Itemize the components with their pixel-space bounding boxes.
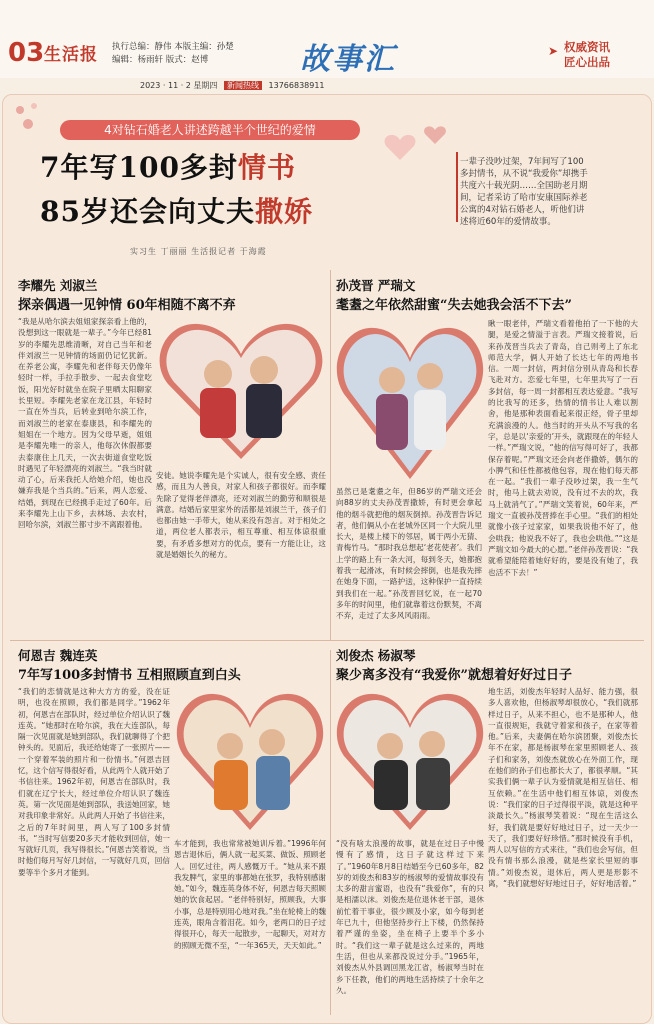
section-title-text: 故事汇 — [300, 42, 396, 77]
story3-names: 何恩吉 魏连英 — [18, 648, 98, 663]
story4-subtitle: 聚少离多没有“我爱你”就想着好好过日子 — [336, 668, 572, 683]
story4-body-col1: “没有啥太浪漫的故事，就是在过日子中慢慢有了感情，这日子就这样过下来了。”1960年8月8日结婚至今已60多年，82岁的刘俊杰和83岁的杨淑琴的爱情故事没有太多的甜言蜜语，也没有“我爱你”，有的只是相濡以沫。刘俊杰是位退休老干部，退休前忙着干事业，很少顾及小家，如今每到老年已九十，但他坚持步行上下楼，仍然保持着严谨的坐姿，坐在椅子上要半个多小时。“我们这一辈子就是这么过来的，两地生活，但也从来都没说过分手。”1965年，刘俊杰从外县调回黑龙江省，杨淑琴当时在乡下任教，他们的两地生活持续了十余年之久。 — [336, 839, 484, 995]
headline-2b: 撒娇 — [254, 195, 313, 228]
slogan — [564, 40, 610, 70]
slogan-line-1: 权威资讯 — [564, 40, 610, 54]
story2-subtitle: 耄耋之年依然甜蜜“失去她我会活不下去” — [336, 298, 572, 313]
story1-photo-heart — [156, 314, 326, 464]
paper-name-logo: 生活报 — [44, 45, 98, 65]
date-bar — [140, 80, 325, 92]
hotline-label: 新闻热线 — [224, 81, 262, 90]
headline-1a: 7年写100多封 — [40, 151, 238, 184]
credits-line-1: 执行总编：静伟 本版主编：孙楚 — [112, 42, 234, 52]
lead-paragraph: 一辈子没吵过架，7年间写了100多封情书，从不说“我爱你”却携手共度六十载光阴……全国助老月期间，记者采访了哈市安康国际养老公寓的4对钻石婚老人，听他们讲述将近60年的爱情故事。 — [460, 157, 588, 227]
credits-line-2: 编辑：杨雨轩 版式：赵博 — [112, 55, 209, 65]
story2-body-col2: 瞅一眼老伴，严瑞文看着他拍了一下他的大腿，是爱之情溢于言表。严瑞文接着说，后来孙茂晋当兵去了青岛，自己则考上了东北师范大学，俩人开始了长达七年的两地书信。一周一封信，两封信分别从青岛和长春飞赴对方。恋爱七年里，七年里共写了一百多封信，每一周一封都相互表达爱意。“我写的比我写的还多，热情的情书让人难以割舍，他是那种表面看起来很正经，骨子里却充满浪漫的人。他当时的开头从不写我的名字，总是以‘亲爱的’开头，就跟现在的年轻人一样。”严瑞文说，“他的信写得可好了，我都保存着呢。”严瑞文还会向老伴撒娇，偶尔的小脾气和任性都被他包容，现在他们每天都在一起。“我们一辈子没吵过架，我一生气时，他马上就去劝说，没有过不去的坎，我马上就消气了。”严瑞文笑着说，60年来，严瑞文一直被孙茂晋捧在手心里。“我们的相处就像小孩子过家家，如果我说他不好了，他会哄我；他说我不好了，我也会哄他。”“这是严瑞文如今最大的心愿。”老伴孙茂晋说：“我就希望能陪着她好好的，要是没有她了，我也活不下去！” — [488, 319, 638, 577]
hotline-number: 13766838911 — [268, 81, 325, 90]
story1-subtitle: 探亲偶遇一见钟情 60年相随不离不弃 — [18, 298, 236, 313]
headline-2a: 85岁还会向丈夫 — [40, 195, 255, 228]
headline-line-2 — [40, 190, 313, 230]
slogan-line-2: 匠心出品 — [564, 55, 610, 69]
story2-photo-heart — [336, 314, 484, 484]
story2-body-col1: 虽然已是耄耋之年，但86岁的严瑞文还会向88岁的丈夫孙茂晋撒娇，有时更会拿起他的烟斗就把他的烟灰倒掉。孙茂晋告诉记者，他们俩从小在老城外区同一个大院儿里长大，是楼上楼下的邻居，属于两小无猜、青梅竹马。“那时我总想起‘老花使者’。我们上学的路上有一条大河，每到冬天，她都抱着我一起滑冰，有时候会摔倒，也是我先摔在她身下面，一路护送，这种保护一直持续到我们在一起。”孙茂晋回忆说，在一起70多年的时间里，他们就靠着这份默契，不离不弃，走过了太多风风雨雨。 — [336, 487, 482, 621]
headline-1b: 情书 — [237, 151, 296, 184]
story1-names: 李耀先 刘淑兰 — [18, 278, 98, 293]
byline: 实习生 丁丽丽 生活报记者 于海霞 — [130, 247, 267, 256]
section-title — [300, 30, 440, 77]
issue-date: 2023 · 11 · 2 星期四 — [140, 81, 218, 90]
page-number: 03 — [8, 38, 45, 68]
story3-body-col1: “我们的恋情就是这种大方方的爱，没在证明，也没在照顾，我们都是同学。”1962年初，何恩吉在部队时，经过单位介绍认识了魏连英。“她那时在哈尔滨，我在大连部队，每隔一次见面就是她到部队，我们就聊得了个把钟头的。见面后，我还给她寄了一张照片——一个穿着军装的照片和一份情书。”何恩吉回忆，这个信写得很好看，从此两个人就开始了书信往来。1962年初，何恩吉在部队时，我们就在辽宁长大，经过单位介绍认识了魏连英。第一次见面是她到部队，我送她回家，她对我印象非常好。从此两人开始了书信往来，之后的7年时间里，两人写了100多封情书。“当时写信要20多天才能收到回信，她一写就好几页，我写得很长。”何恩吉笑着说，当时他们每月写好几封信，一写就好几页，回信要等半个多月才能到。 — [18, 687, 170, 877]
story3-photo-heart — [174, 684, 326, 834]
story4-names: 刘俊杰 杨淑琴 — [336, 648, 416, 663]
story4-photo-heart — [336, 684, 484, 834]
story4-body-col2: 地生活，刘俊杰年轻时人品好、能力强，很多人喜欢他，但杨淑琴却很放心，“我们就那样过日子，从来不担心，也不是那种人，他一直很规矩，我就守着家和孩子，在家等着他。”后来，夫妻俩在哈尔滨团聚，刘俊杰长年不在家，都是杨淑琴在家里照顾老人、孩子们和家务，刘俊杰就放心在外面工作，现在他们的孙子们也都长大了，都很孝顺。“其实我们俩一辈子认为爱情就是相互信任、相互依赖。”在生活中他们相互体谅，刘俊杰说：“我们家的日子过得很平淡，就是这种平淡最长久。”杨淑琴笑着说：“现在生活这么好，我们就是要好好地过日子，过一天少一天了，我们要好好珍惜。”那时候没有手机，两人以写信的方式来往，“我们也会写信，但没有情书那么浪漫，就是些家长里短的事情。”刘俊杰说，退休后，两人更是形影不离，“我们就想好好地过日子，好好地活着。” — [488, 687, 638, 889]
row-divider — [10, 640, 644, 641]
story2-names: 孙茂晋 严瑞文 — [336, 278, 416, 293]
decorative-hearts-icon — [380, 120, 460, 180]
story1-body-col2: 安徒。她说李耀先是个实诚人，很有安全感、责任感，而且为人善良，对家人和孩子都很好。而李耀先除了觉得老伴漂亮，还对刘淑兰的勤劳和顺很是满意。结婚后家里家外的活都是刘淑兰干，孩子们也都由她一手带大，她从来没有怨言。对于相处之道，两位老人都表示，相互尊重、相互体谅很重要，有矛盾多想对方的优点，要有一方能让让，这就是婚姻长久的秘方。 — [156, 471, 326, 560]
story3-body-col2: 车才能到，我也常常被她训斥着。”1996年何恩吉退休后，俩人就一起买菜、做饭、照顾老人。回忆过往，两人感慨万千。“她从来不跟我发脾气，家里的事都她在张罗，我特别感谢她。”如今，魏连英身体不好，何恩吉每天照顾她的饮食起居。“老伴特别好，照顾我，大事小事，总是特别用心地对我。”坐在轮椅上的魏连英，眼角含着泪花。如今，老两口的日子过得很开心，每天一起散步，一起聊天，对对方的照顾无微不至，“一年365天，天天如此。” — [174, 839, 326, 950]
story1-body-col1: “我是从哈尔滨去姐姐家探亲看上他的，没想到这一眼就是一辈子。”今年已经81岁的李耀先思维清晰，对自己当年和老伴刘淑兰一见钟情的场面仍记忆犹新。在养老公寓，李耀先和老伴每天仍像年轻时一样，手拉手散步、一起去食堂吃饭，阳光好时就坐在院子里晒太阳聊家长里短。李耀先老家在龙江县，年轻时一直在外当兵，后转业到哈尔滨工作，而刘淑兰的老家在泰康县，和李耀先的姐姐在一个地方。因为父母早逝，姐姐是李耀先唯一的亲人，他每次休假都要去泰康住上几天，一次去街道食堂吃饭时遇见了年轻漂亮的刘淑兰。“我当时就动了心，后来我托人给她介绍，她也没嫌弃我是个当兵的。”后来，两人恋爱、结婚，到现在已经携手走过了60年。后来李耀先上山下乡，去林场、去农村，回哈尔滨，刘淑兰都寸步不离跟着他。 — [18, 317, 152, 530]
arrow-icon: ➤ — [548, 44, 559, 58]
story3-subtitle: 7年写100多封情书 互相照顾直到白头 — [18, 668, 241, 683]
headline-line-1 — [40, 146, 296, 186]
column-divider-bottom — [330, 650, 331, 1015]
column-divider-top — [330, 270, 331, 640]
topic-pill: 4对钻石婚老人讲述跨越半个世纪的爱情 — [60, 120, 360, 140]
lead-accent-bar — [456, 152, 458, 222]
credits — [112, 41, 234, 67]
